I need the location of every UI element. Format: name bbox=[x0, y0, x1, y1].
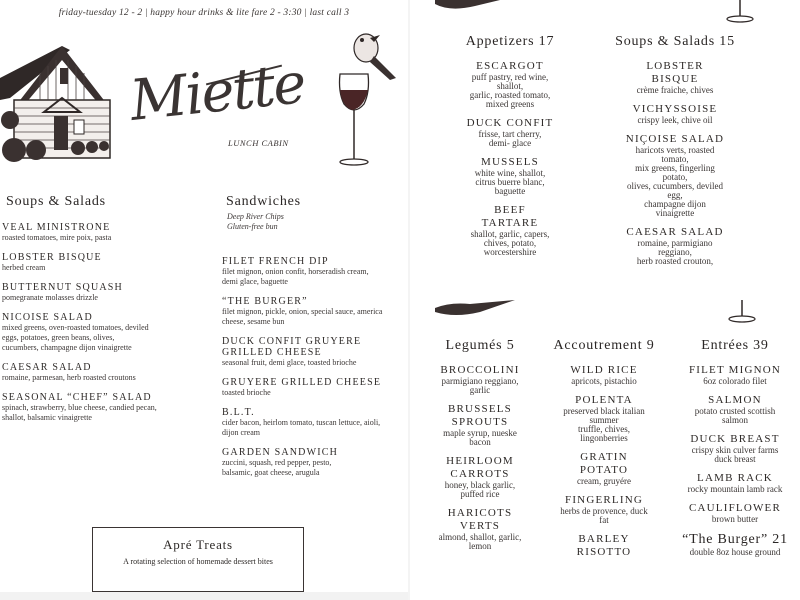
item-desc: bacon bbox=[469, 437, 491, 447]
menu-item bbox=[605, 103, 745, 125]
cabin-sketch-fragment-icon bbox=[430, 0, 505, 12]
item-name: DUCK CONFIT GRUYERE bbox=[222, 336, 362, 347]
item-name: LOBSTER BISQUE bbox=[2, 252, 102, 263]
section-title: Soups & Salads bbox=[6, 194, 106, 209]
item-name: GRILLED CHEESE bbox=[222, 347, 322, 358]
menu-item bbox=[544, 451, 664, 486]
item-name: DUCK CONFIT bbox=[466, 117, 554, 129]
item-desc: apricots, pistachio bbox=[571, 376, 637, 386]
item-desc: worcestershire bbox=[483, 247, 537, 257]
wine-glass-fragment-icon bbox=[720, 0, 760, 24]
item-name: NICOISE SALAD bbox=[2, 312, 93, 323]
appetizers-section bbox=[450, 34, 570, 265]
item-desc: lemon bbox=[468, 541, 492, 551]
item-desc: mixed greens bbox=[485, 99, 535, 109]
item-name: GRATIN POTATO bbox=[579, 451, 629, 476]
item-desc: garlic, roasted tomato, bbox=[469, 90, 551, 100]
item-desc: zuccini, squash, red pepper, pesto, bbox=[222, 458, 332, 467]
menu-item bbox=[544, 494, 664, 525]
item-name: “THE BURGER” bbox=[222, 296, 308, 307]
item-desc: spinach, strawberry, blue cheese, candied pecan, shallot, balsamic vinaigrette bbox=[2, 403, 157, 422]
section-title: Soups & Salads 15 bbox=[615, 34, 735, 49]
menu-item bbox=[668, 472, 800, 494]
item-name: BRUSSELS SPROUTS bbox=[447, 403, 512, 428]
section-title: Entrées 39 bbox=[701, 338, 769, 353]
item-name: “The Burger” 21 bbox=[682, 532, 788, 547]
soups-salads-section bbox=[2, 194, 207, 432]
item-desc: crispy skin culver farms bbox=[691, 445, 779, 455]
item-desc: dijon cream bbox=[222, 428, 260, 437]
item-desc: white wine, shallot, bbox=[474, 168, 546, 178]
item-name: FILET FRENCH DIP bbox=[222, 256, 329, 267]
item-desc: haricots verts, roasted bbox=[635, 145, 715, 155]
item-name: DUCK BREAST bbox=[690, 433, 780, 445]
section-title: Legumés 5 bbox=[445, 338, 515, 353]
menu-item bbox=[422, 403, 538, 447]
item-name: SALMON bbox=[708, 394, 762, 406]
menu-page-dinner bbox=[410, 0, 800, 600]
item-desc: cider bacon, heirlom tomato, tuscan lettuce, aioli, bbox=[222, 418, 381, 427]
item-desc: puffed rice bbox=[460, 489, 500, 499]
menu-item bbox=[2, 222, 207, 243]
item-desc: crispy leek, chive oil bbox=[637, 115, 713, 125]
item-desc: seasonal fruit, demi glace, toasted brioche bbox=[222, 358, 357, 367]
legumes-section bbox=[422, 338, 538, 559]
item-desc: shallot, garlic, capers, bbox=[470, 229, 550, 239]
item-name: GARDEN SANDWICH bbox=[222, 447, 339, 458]
item-desc: champagne dijon bbox=[644, 199, 706, 209]
section-title: Sandwiches bbox=[226, 194, 301, 209]
logo: Miette bbox=[127, 51, 308, 134]
menu-item bbox=[2, 392, 207, 423]
menu-item bbox=[544, 364, 664, 386]
item-desc: rocky mountain lamb rack bbox=[687, 484, 783, 494]
menu-item bbox=[668, 364, 800, 386]
menu-item bbox=[2, 362, 207, 383]
menu-item bbox=[222, 256, 408, 287]
item-desc: filet mignon, pickle, onion, special sauce, america bbox=[222, 307, 383, 316]
item-desc: baguette bbox=[494, 186, 526, 196]
item-desc: garlic bbox=[469, 385, 491, 395]
item-desc: romaine, parmigiano bbox=[637, 238, 713, 248]
sandwiches-section bbox=[222, 194, 408, 487]
item-desc: filet mignon, onion confit, horseradish cream, bbox=[222, 267, 369, 276]
item-name: HARICOTS VERTS bbox=[447, 507, 513, 532]
item-desc: salmon bbox=[722, 415, 748, 425]
item-name: POLENTA bbox=[575, 394, 633, 406]
item-name: GRUYERE GRILLED CHEESE bbox=[222, 377, 382, 388]
section-note: Deep River Chips bbox=[227, 212, 284, 221]
item-desc: citrus buerre blanc, bbox=[475, 177, 545, 187]
wine-glass-fragment-icon bbox=[722, 300, 762, 324]
item-name: B.L.T. bbox=[222, 407, 255, 418]
menu-item bbox=[668, 532, 800, 557]
cabin-sketch-fragment-icon bbox=[430, 298, 520, 318]
item-name: HEIRLOOM CARROTS bbox=[446, 455, 514, 480]
item-desc: herbed cream bbox=[2, 263, 46, 272]
item-name: BUTTERNUT SQUASH bbox=[2, 282, 123, 293]
item-desc: parmigiano reggiano, bbox=[441, 376, 519, 386]
menu-item bbox=[2, 282, 207, 303]
menu-item bbox=[222, 336, 408, 368]
item-desc: toasted brioche bbox=[222, 388, 271, 397]
item-name: VEAL MINISTRONE bbox=[2, 222, 111, 233]
bird-wine-glass-illustration-icon bbox=[328, 30, 403, 175]
item-desc: puff pastry, red wine, bbox=[471, 72, 549, 82]
item-desc: olives, cucumbers, deviled bbox=[627, 181, 723, 191]
menu-item bbox=[222, 377, 408, 398]
item-name: CAESAR SALAD bbox=[626, 226, 724, 238]
item-name: BROCCOLINI bbox=[440, 364, 520, 376]
menu-item bbox=[450, 60, 570, 109]
item-name: NIÇOISE SALAD bbox=[625, 133, 725, 145]
menu-item bbox=[544, 533, 664, 559]
entrees-section bbox=[668, 338, 800, 565]
item-desc: reggiano, bbox=[658, 247, 692, 257]
menu-item bbox=[450, 117, 570, 148]
item-name: VICHYSSOISE bbox=[632, 103, 718, 115]
menu-item bbox=[2, 252, 207, 273]
item-desc: frisse, tart cherry, bbox=[478, 129, 542, 139]
menu-item bbox=[605, 60, 745, 95]
item-desc: brown butter bbox=[711, 514, 759, 524]
section-title: Appetizers 17 bbox=[465, 34, 555, 49]
item-desc: almond, shallot, garlic, bbox=[438, 532, 522, 542]
item-desc: crème fraiche, chives bbox=[636, 85, 714, 95]
item-desc: egg, bbox=[667, 190, 683, 200]
item-desc: duck breast bbox=[714, 454, 756, 464]
item-desc: 6oz colorado filet bbox=[703, 376, 767, 386]
item-name: BARLEY RISOTTO bbox=[576, 533, 632, 558]
cabin-illustration-icon bbox=[0, 38, 120, 168]
item-name: SEASONAL “CHEF” SALAD bbox=[2, 392, 152, 403]
item-desc: demi glace, baguette bbox=[222, 277, 288, 286]
item-desc: potato, bbox=[662, 172, 688, 182]
item-desc: cheese, sesame bun bbox=[222, 317, 285, 326]
item-desc: cream, gruyére bbox=[577, 476, 631, 486]
menu-item bbox=[544, 394, 664, 443]
item-name: CAULIFLOWER bbox=[688, 502, 782, 514]
menu-item bbox=[422, 364, 538, 395]
treats-title: Apré Treats bbox=[163, 537, 233, 552]
item-name: BEEF TARTARE bbox=[481, 204, 539, 229]
item-name: FINGERLING bbox=[565, 494, 643, 506]
item-desc: balsamic, goat cheese, arugula bbox=[222, 468, 320, 477]
item-name: MUSSELS bbox=[481, 156, 539, 168]
item-desc: double 8oz house ground bbox=[689, 547, 781, 557]
section-note: Gluten-free bun bbox=[227, 222, 278, 231]
item-desc: herbs de provence, duck bbox=[560, 506, 648, 516]
menu-item bbox=[422, 455, 538, 499]
item-desc: chives, potato, bbox=[483, 238, 537, 248]
treats-desc: A rotating selection of homemade dessert bites bbox=[123, 557, 273, 566]
item-desc: summer bbox=[589, 415, 619, 425]
item-desc: vinaigrette bbox=[655, 208, 695, 218]
item-desc: demi- glace bbox=[488, 138, 532, 148]
menu-item bbox=[222, 407, 408, 438]
item-desc: mixed greens, oven-roasted tomatoes, deviled eggs, potatoes, green beans, olives, cucumbers, champagne dijon vinaigrette bbox=[2, 323, 149, 352]
item-desc: potato crusted scottish bbox=[694, 406, 776, 416]
hours-line: friday-tuesday 12 - 2 | happy hour drinks & lite fare 2 - 3:30 | last call 3 bbox=[58, 8, 350, 18]
menu-item bbox=[668, 502, 800, 524]
menu-item bbox=[450, 204, 570, 257]
menu-item bbox=[668, 433, 800, 464]
item-desc: shallot, bbox=[496, 81, 524, 91]
page-edge bbox=[0, 592, 408, 600]
item-desc: herb roasted crouton, bbox=[636, 256, 714, 266]
menu-item bbox=[450, 156, 570, 196]
item-desc: fat bbox=[599, 515, 609, 525]
section-title: Accoutrement 9 bbox=[553, 338, 655, 353]
menu-item bbox=[222, 447, 408, 478]
item-name: ESCARGOT bbox=[476, 60, 544, 72]
accoutrement-section bbox=[544, 338, 664, 567]
item-desc: pomegranate molasses drizzle bbox=[2, 293, 98, 302]
item-name: WILD RICE bbox=[570, 364, 638, 376]
menu-item bbox=[422, 507, 538, 551]
item-desc: maple syrup, nueske bbox=[443, 428, 517, 438]
logo-subtitle: LUNCH CABIN bbox=[228, 138, 289, 148]
item-desc: roasted tomatoes, mire poix, pasta bbox=[2, 233, 112, 242]
item-name: CAESAR SALAD bbox=[2, 362, 92, 373]
item-desc: honey, black garlic, bbox=[444, 480, 516, 490]
item-desc: mix greens, fingerling bbox=[635, 163, 715, 173]
menu-item bbox=[605, 133, 745, 218]
menu-item bbox=[222, 296, 408, 327]
apre-treats-box bbox=[92, 527, 304, 592]
item-name: FILET MIGNON bbox=[688, 364, 782, 376]
item-desc: romaine, parmesan, herb roasted croutons bbox=[2, 373, 136, 382]
menu-item bbox=[2, 312, 207, 353]
menu-item bbox=[668, 394, 800, 425]
item-name: LAMB RACK bbox=[697, 472, 773, 484]
item-desc: preserved black italian bbox=[563, 406, 645, 416]
item-name: LOBSTER BISQUE bbox=[646, 60, 704, 85]
item-desc: lingonberries bbox=[580, 433, 628, 443]
item-desc: truffle, chives, bbox=[577, 424, 631, 434]
item-desc: tomato, bbox=[661, 154, 689, 164]
soups-salads-section-right bbox=[605, 34, 745, 296]
menu-item bbox=[605, 226, 745, 266]
